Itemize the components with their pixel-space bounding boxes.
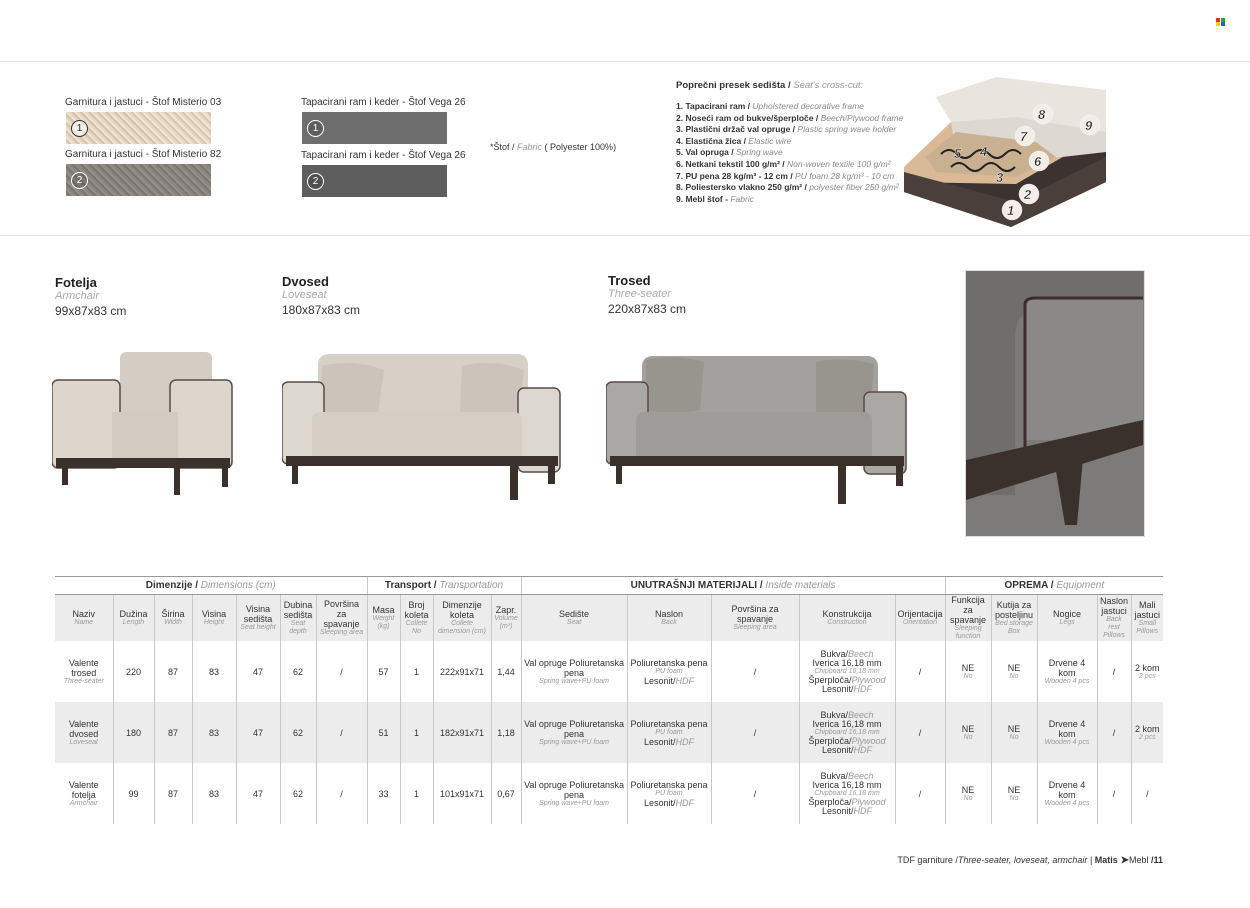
seat-cross-section-illustration [896,72,1116,232]
table-cell [1131,763,1163,824]
text: Length [122,619,145,626]
table-cell [945,763,991,824]
text: NE [1007,784,1021,795]
text: Collete dimension (cm) [438,620,486,635]
table-cell [799,641,895,702]
table-cell: 220 [113,641,154,702]
text: OPREMA / [1004,580,1057,591]
cs-number: 2 [1024,187,1032,202]
text: Seat [566,619,582,626]
table-cell: 33 [367,763,400,824]
text: No [1009,672,1019,680]
text: Three-seater [63,677,104,685]
text: Naslon [655,609,684,619]
table-header-row [55,595,1163,642]
text: Valente trosed [68,657,99,678]
text: No [963,794,973,802]
cs-item: 2. Noseći ram od bukve/šperploče / Beech/Plywood frame [676,112,904,123]
table-cell: 101x91x71 [433,763,491,824]
text: Poliuretanska pena [630,657,708,668]
product-name-loveseat: Dvosed [282,274,329,289]
table-row [55,763,1163,824]
text: Valente dvosed [68,718,99,739]
brand-logo: Matis [1094,855,1118,865]
cs-item: 6. Netkani tekstil 100 g/m² / Non-woven textile 100 g/m² [676,158,891,169]
table-cell [55,702,113,763]
swatch-vega-26a [302,112,447,144]
swatch-label-misterio-03: Garnitura i jastuci - Štof Misterio 03 [65,97,222,108]
product-en-three-seater: Three-seater [608,288,671,300]
table-cell: / [1097,702,1131,763]
text: Wooden 4 pcs [1044,738,1090,746]
text: Lesonit/ [644,797,676,808]
product-dims-armchair: 99x87x83 cm [55,304,127,318]
table-cell [55,763,113,824]
col-header [491,595,521,642]
table-cell: 62 [280,763,316,824]
col-header [280,595,316,642]
loveseat-image [282,352,562,504]
text: HDF [853,744,873,755]
text: HDF [675,797,695,808]
text: Spring wave+PU foam [539,738,609,746]
text: 2 pcs [1138,672,1156,680]
text: Construction [827,619,867,626]
text: Small Pillows [1136,620,1159,635]
text: Back [661,619,677,626]
text: Wooden 4 pcs [1044,799,1090,807]
text: HDF [675,675,695,686]
table-cell: / [1097,763,1131,824]
text: Wooden 4 pcs [1044,677,1090,685]
table-cell: / [895,702,945,763]
text: PU foam [655,667,683,675]
text: NE [1007,723,1021,734]
text: HDF [853,805,873,816]
col-header [316,595,367,642]
col-header [521,595,627,642]
table-cell: 47 [236,641,280,702]
table-cell: 62 [280,641,316,702]
table-cell [799,763,895,824]
table-cell [945,641,991,702]
text: Back rest Pillows [1103,616,1125,639]
text: Širina [161,609,185,619]
text: 2 kom [1135,662,1160,673]
text: NE [961,784,975,795]
text: No [963,733,973,741]
cs-number: 4 [980,144,988,159]
text: Bukva/ [820,709,848,720]
text: Konstrukcija [822,609,872,619]
cs-item: 4. Elastična žica / Elastic wire [676,135,792,146]
text: Spring wave+PU foam [539,799,609,807]
product-name-three-seater: Trosed [608,273,651,288]
text: Orijentacija [897,609,943,619]
table-cell [521,763,627,824]
text: Drvene 4 kom [1048,718,1086,739]
col-header [1097,595,1131,642]
col-header [1131,595,1163,642]
text: Iverica 16,18 mm [812,657,882,668]
text: Val opruge Poliuretanska pena [524,718,624,739]
product-en-armchair: Armchair [55,290,100,302]
cs-number: 8 [1038,107,1046,122]
text: Mali jastuci [1134,600,1161,620]
text: Orientation [902,619,938,626]
col-header [1037,595,1097,642]
text: Val opruge Poliuretanska pena [524,779,624,800]
table-cell [1037,702,1097,763]
text: NE [961,723,975,734]
col-header [711,595,799,642]
text: Beech [848,770,874,781]
text: Visina sedišta [243,604,273,624]
text: Plywood [851,735,886,746]
swatch-label-misterio-82: Garnitura i jastuci - Štof Misterio 82 [65,149,222,160]
text: 2 pcs [1138,733,1156,741]
table-cell: 99 [113,763,154,824]
product-name-armchair: Fotelja [55,275,97,290]
fabric-note: *Štof / Fabric ( Polyester 100%) [490,142,617,152]
table-cell: 51 [367,702,400,763]
text: Broj koleta [404,600,429,620]
table-cell: 1,44 [491,641,521,702]
cs-number: 1 [1007,203,1015,218]
table-row [55,702,1163,763]
table-cell [627,763,711,824]
text: Šperploča/ [808,735,852,746]
text: Nogice [1053,609,1082,619]
text: Inside materials [765,580,836,591]
text: Chipboard 16,18 mm [814,728,880,736]
cs-item: 1. Tapacirani ram / Upholstered decorative frame [676,101,864,111]
table-cell [627,641,711,702]
text: Volume (m³) [494,615,518,630]
text: Površina za spavanje [323,599,360,629]
text: UNUTRAŠNJI MATERIJALI / [630,580,766,591]
table-cell: 83 [192,641,236,702]
text: Loveseat [69,738,98,746]
text: Funkcija za spavanje [950,595,987,625]
product-en-loveseat: Loveseat [282,289,327,301]
cs-number: 7 [1020,129,1028,144]
col-header [433,595,491,642]
cs-item: 9. Mebl štof - Fabric [676,193,754,204]
cs-number: 5 [954,146,962,161]
text: Dimensions (cm) [200,580,276,591]
table-cell: / [895,763,945,824]
text: Šperploča/ [808,796,852,807]
swatch-vega-26b [302,165,447,197]
text: Iverica 16,18 mm [812,718,882,729]
text: Zapr. [495,605,517,615]
text: Poliuretanska pena [630,718,708,729]
table-row [55,641,1163,702]
text: NE [1007,662,1021,673]
text: Dimenzije / [145,580,201,591]
col-header [945,595,991,642]
table-cell [1037,641,1097,702]
text: Lesonit/ [822,805,854,816]
col-header [627,595,711,642]
text: Bukva/ [820,770,848,781]
text: Width [164,619,182,626]
text: No [963,672,973,680]
text: Armchair [69,799,98,807]
text: Name [74,619,94,626]
text: Transportation [439,580,504,591]
cs-item: 8. Poliestersko vlakno 250 g/m² / polyester fiber 250 g/m² [676,182,899,193]
table-cell: 180 [113,702,154,763]
table-cell [627,702,711,763]
text: Chipboard 16,18 mm [814,789,880,797]
text: Površina za spavanje [731,604,779,624]
swatch-number: 2 [71,172,88,189]
table-cell [521,641,627,702]
table-cell: / [316,763,367,824]
text: Seat height [240,624,276,631]
cross-section-list [676,101,903,205]
table-cell: / [711,763,799,824]
group-inside-materials [521,577,945,595]
text: Dubina sedišta [283,600,313,620]
text: HDF [675,736,695,747]
armrest-closeup-image [965,270,1145,537]
text: Spring wave+PU foam [539,677,609,685]
text: Lesonit/ [822,744,854,755]
group-transport [367,577,521,595]
table-cell: 1,18 [491,702,521,763]
swatch-number: 2 [307,173,324,190]
spec-table [55,576,1163,824]
table-cell: 87 [154,641,192,702]
cs-number: 3 [996,170,1004,185]
text: Collete No [405,620,428,635]
text: Valente fotelja [68,779,99,800]
group-equipment [945,577,1163,595]
table-cell: 1 [400,702,433,763]
table-cell: 1 [400,763,433,824]
text: Kutija za posteljinu [995,600,1034,620]
text: Beech [848,648,874,659]
armchair-image [52,350,237,500]
table-cell [1131,641,1163,702]
cs-number: 9 [1085,118,1093,133]
text: Masa [372,605,395,615]
text: Plywood [851,674,886,685]
text: Sleeping area [319,629,364,636]
text: Iverica 16,18 mm [812,779,882,790]
text: Visina [201,609,227,619]
text: Weight (kg) [372,615,395,630]
col-header [192,595,236,642]
table-cell: / [711,641,799,702]
swatch-misterio-03 [66,112,211,144]
table-cell: 57 [367,641,400,702]
table-cell: / [1097,641,1131,702]
text: Height [203,619,225,626]
text: HDF [853,683,873,694]
table-cell: / [711,702,799,763]
table-cell: / [895,641,945,702]
text: Drvene 4 kom [1048,657,1086,678]
cs-item: 7. PU pena 28 kg/m³ - 12 cm / PU foam 28 kg/m³ - 10 cm [676,170,895,181]
text: Sedište [559,609,590,619]
text: Sleeping function [954,625,982,640]
page-footer: TDF garniture /Three-seater, loveseat, armchair | Matis ➤Mebl /11 [897,855,1163,866]
mid-divider [0,235,1250,236]
col-header [55,595,113,642]
text: PU foam [655,789,683,797]
text: 2 kom [1135,723,1160,734]
text: Naziv [72,609,95,619]
table-cell [1131,702,1163,763]
text: Plywood [851,796,886,807]
table-cell: 182x91x71 [433,702,491,763]
text: PU foam [655,728,683,736]
three-seater-image [606,352,911,507]
product-dims-loveseat: 180x87x83 cm [282,303,361,317]
table-cell: 47 [236,702,280,763]
text: NE [961,662,975,673]
table-cell [991,763,1037,824]
table-cell [799,702,895,763]
text: Val opruge Poliuretanska pena [524,657,624,678]
text: / [1146,788,1149,799]
text: Chipboard 16,18 mm [814,667,880,675]
col-header [400,595,433,642]
table-cell [55,641,113,702]
text: Dimenzije koleta [442,600,482,620]
cs-item: 5. Val opruga / Spring wave [676,147,783,158]
swatch-number: 1 [307,120,324,137]
table-cell: / [316,702,367,763]
text: Bukva/ [820,648,848,659]
swatch-number: 1 [71,120,88,137]
text: Equipment [1056,580,1105,591]
table-cell [1037,763,1097,824]
text: Bed storage Box [995,620,1033,635]
text: No [1009,733,1019,741]
text: Drvene 4 kom [1048,779,1086,800]
col-header [367,595,400,642]
cs-number: 6 [1034,154,1042,169]
text: No [1009,794,1019,802]
col-header [799,595,895,642]
table-cell: / [316,641,367,702]
table-cell: 0,67 [491,763,521,824]
text: Legs [1059,619,1075,626]
text: Poliuretanska pena [630,779,708,790]
col-header [236,595,280,642]
top-divider [0,61,1250,62]
table-cell: 1 [400,641,433,702]
product-dims-three-seater: 220x87x83 cm [608,302,687,316]
corner-logo [1216,18,1225,26]
table-cell: 62 [280,702,316,763]
table-cell: 222x91x71 [433,641,491,702]
table-cell: 83 [192,702,236,763]
table-cell [991,641,1037,702]
table-cell [991,702,1037,763]
swatch-misterio-82 [66,164,211,196]
swatch-label-vega-26a: Tapacirani ram i keder - Štof Vega 26 [301,97,466,108]
table-cell: 87 [154,702,192,763]
text: Lesonit/ [822,683,854,694]
text: Seat depth [289,620,307,635]
text: Lesonit/ [644,675,676,686]
text: Sleeping area [733,624,777,631]
text: Lesonit/ [644,736,676,747]
swatch-label-vega-26b: Tapacirani ram i keder - Štof Vega 26 [301,150,466,161]
col-header [154,595,192,642]
col-header [991,595,1037,642]
table-cell: 47 [236,763,280,824]
text: Naslon jastuci [1100,596,1129,616]
col-header [895,595,945,642]
cross-section-title: Poprečni presek sedišta / Seat's cross-cut: [676,80,864,91]
text: Dužina [119,609,148,619]
table-cell [521,702,627,763]
text: Beech [848,709,874,720]
text: Transport / [384,580,440,591]
group-dimensions [55,577,367,595]
table-cell: 83 [192,763,236,824]
col-header [113,595,154,642]
table-cell: 87 [154,763,192,824]
table-cell [945,702,991,763]
text: Šperploča/ [808,674,852,685]
cs-item: 3. Plastični držač val opruge / Plastic spring wave holder [676,124,897,135]
